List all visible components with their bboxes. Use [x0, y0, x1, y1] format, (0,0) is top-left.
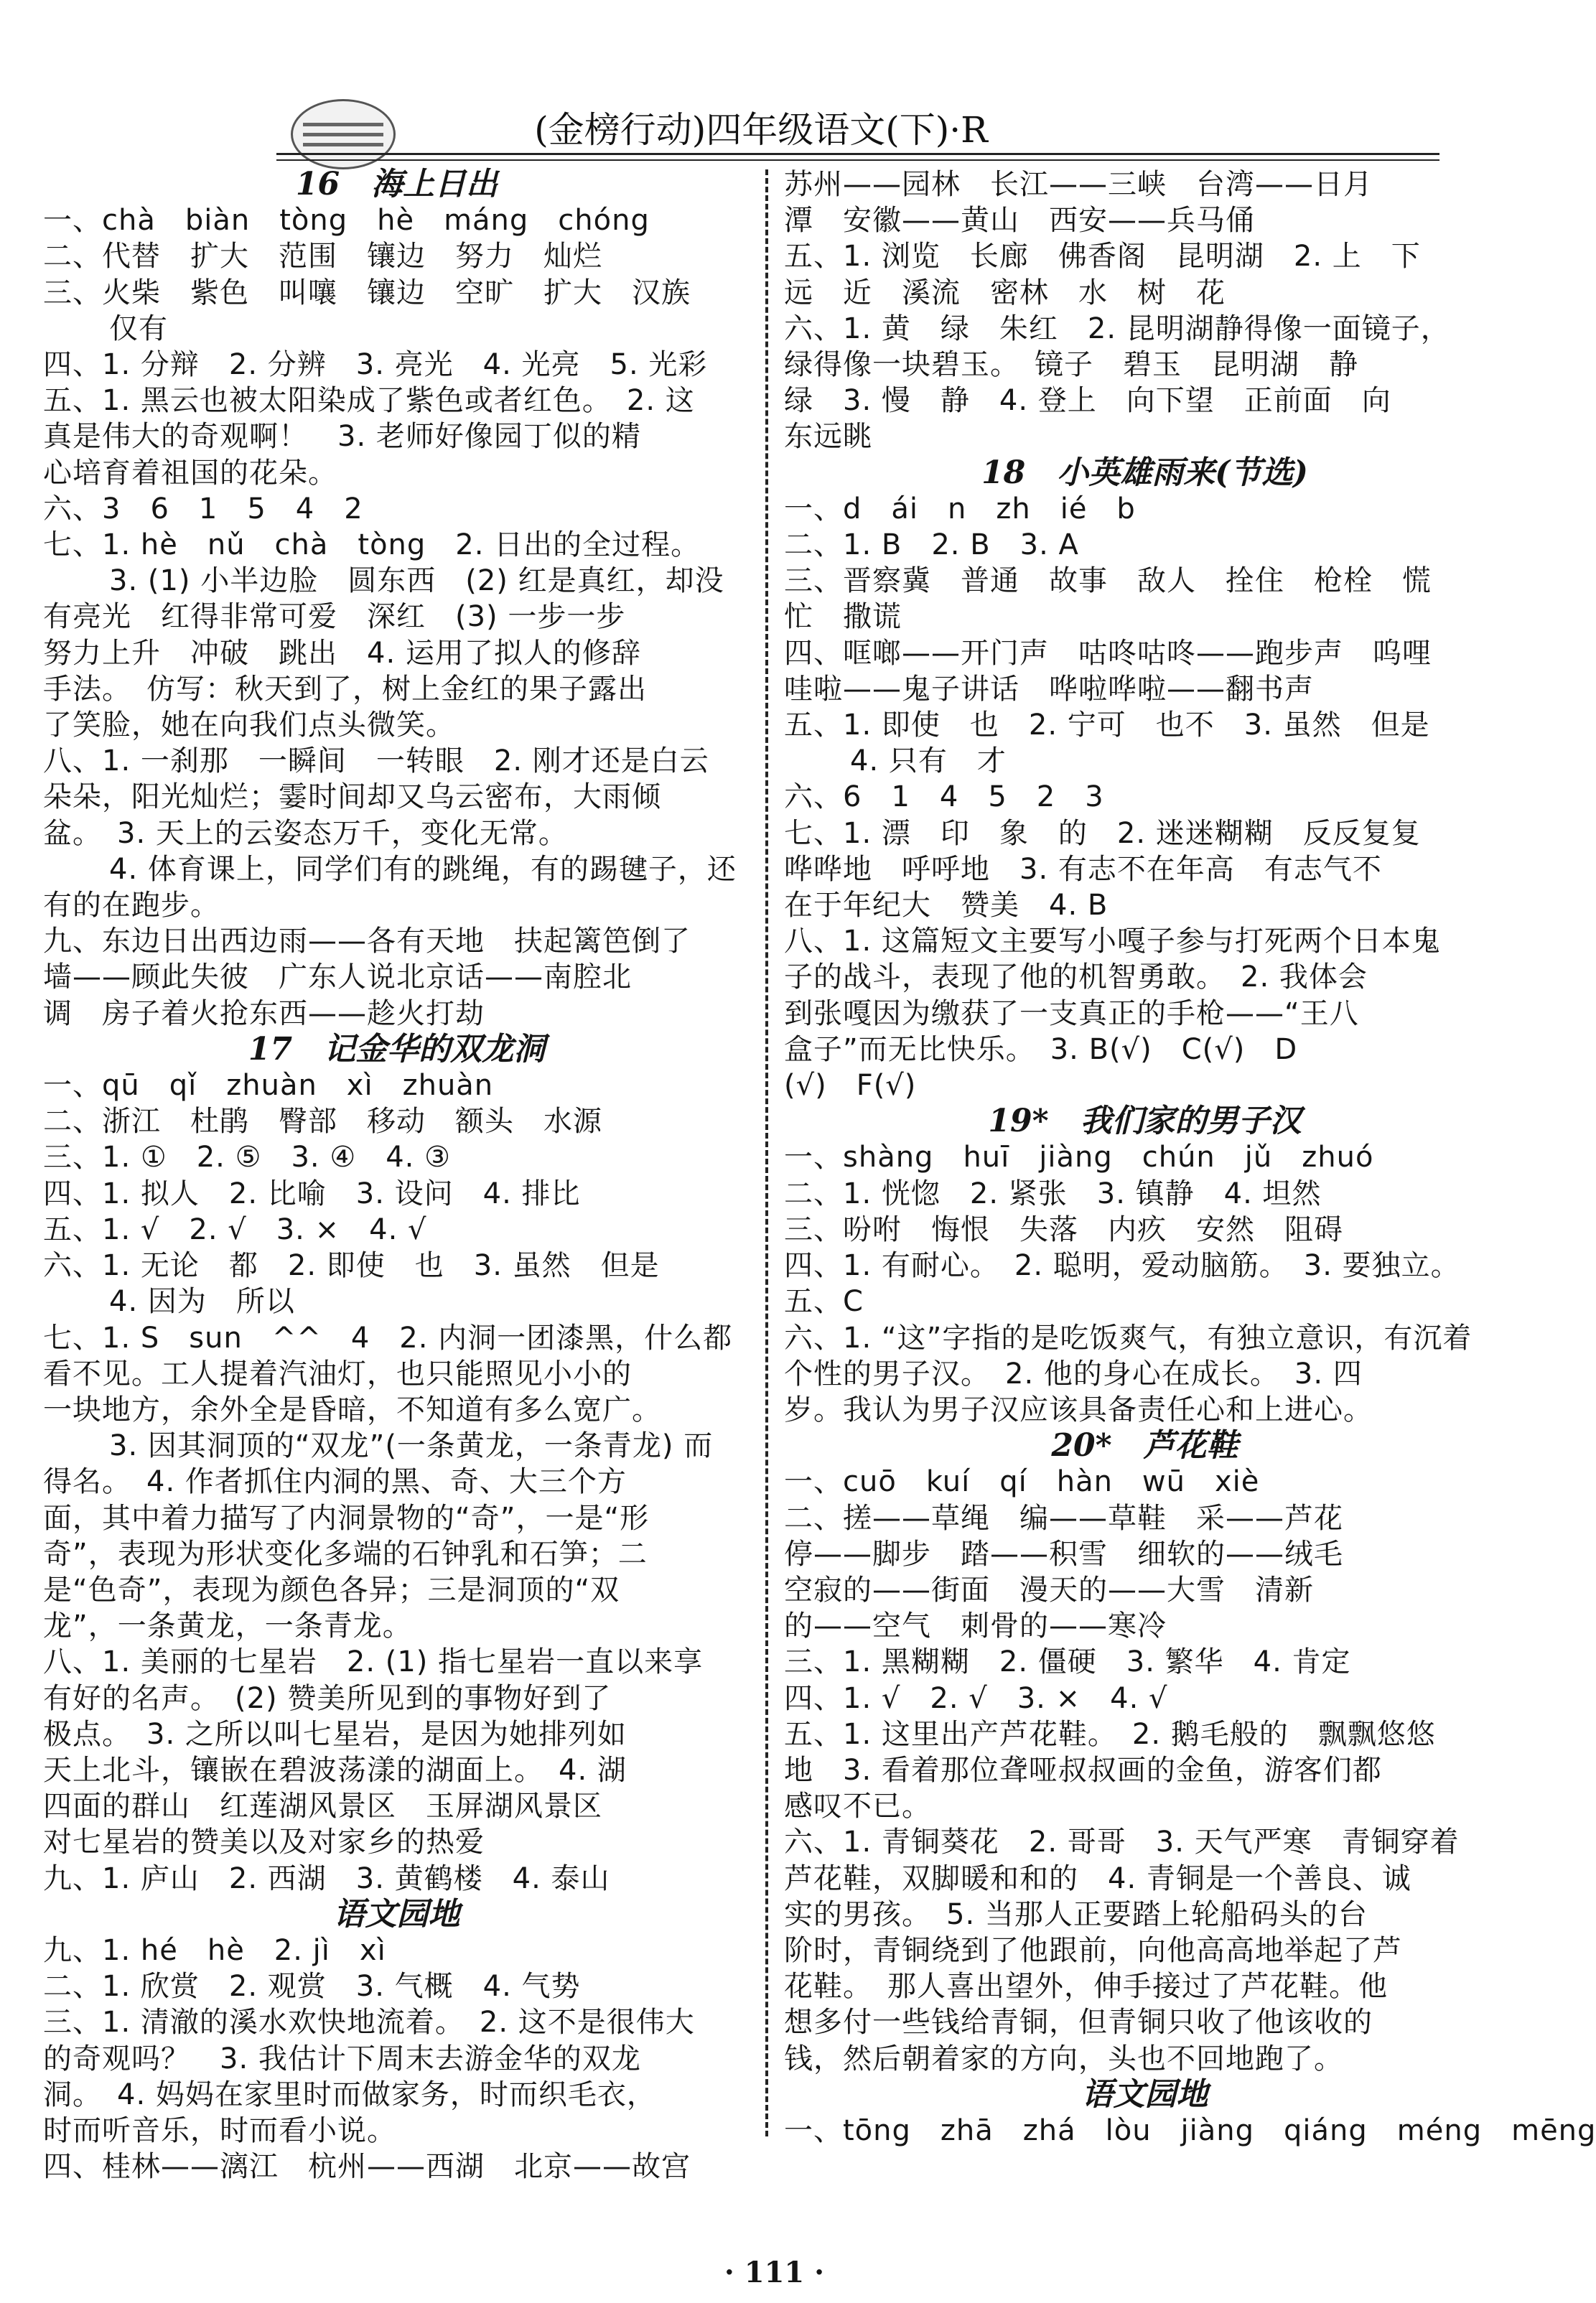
right-column: [784, 167, 1596, 2149]
answer-line: 哇啦——鬼子讲话 哗啦哗啦——翻书声: [784, 672, 1314, 706]
answer-line: 五、1. 即使 也 2. 宁可 也不 3. 虽然 但是: [784, 709, 1430, 742]
answer-line: 是“色奇”，表现为颜色各异；三是洞顶的“双: [43, 1573, 620, 1607]
answer-line: 盒子”而无比快乐。 3. B(√) C(√) D: [784, 1032, 1298, 1066]
answer-line: 三、1. ① 2. ⑤ 3. ④ 4. ③: [43, 1141, 451, 1174]
answer-line: 二、1. 恍惚 2. 紧张 3. 镇静 4. 坦然: [784, 1177, 1322, 1210]
page-number: · 111 ·: [724, 2256, 825, 2289]
answer-line: 手法。 仿写：秋天到了，树上金红的果子露出: [43, 672, 647, 706]
answer-line: 有亮光 红得非常可爱 深红 (3) 一步一步: [43, 600, 626, 634]
answer-line: 天上北斗，镶嵌在碧波荡漾的湖面上。 4. 湖: [43, 1753, 627, 1787]
answer-line: 六、3 6 1 5 4 2: [43, 492, 363, 525]
section-heading: 语文园地: [333, 1895, 460, 1933]
answer-line: 远 近 溪流 密林 水 树 花: [784, 276, 1226, 309]
answer-line: 阶时，青铜绕到了他跟前，向他高高地举起了芦: [784, 1933, 1402, 1967]
answer-line: 真是伟大的奇观啊！ 3. 老师好像园丁似的精: [43, 420, 641, 454]
answer-line: 一、d ái n zh ié b: [784, 492, 1136, 525]
answer-line: 五、1. 这里出产芦花鞋。 2. 鹅毛般的 飘飘悠悠: [784, 1717, 1436, 1751]
answer-line: 八、1. 一刹那 一瞬间 一转眼 2. 刚才还是白云: [43, 744, 709, 778]
answer-line: 钱，然后朝着家的方向，头也不回地跑了。: [784, 2042, 1343, 2075]
answer-line: 努力上升 冲破 跳出 4. 运用了拟人的修辞: [43, 636, 641, 670]
answer-line: 实的男孩。 5. 当那人正要踏上轮船码头的台: [784, 1897, 1368, 1931]
answer-line: 空寂的——街面 漫天的——大雪 清新: [784, 1573, 1314, 1607]
header-rule-thin: [276, 159, 1439, 161]
section-heading: 19* 我们家的男子汉: [988, 1103, 1302, 1140]
answer-line: 子的战斗，表现了他的机智勇敢。 2. 我体会: [784, 961, 1368, 994]
answer-line: 二、浙江 杜鹃 臀部 移动 额头 水源: [43, 1105, 602, 1139]
answer-line: 一、tōng zhā zhá lòu jiàng qiáng méng mēng: [784, 2113, 1596, 2147]
answer-line: 九、东边日出西边雨——各有天地 扶起篱笆倒了: [43, 925, 691, 958]
answer-line: 八、1. 这篇短文主要写小嘎子参与打死两个日本鬼: [784, 925, 1441, 958]
answer-line: 墙——顾此失彼 广东人说北京话——南腔北: [43, 961, 632, 994]
answer-line: 洞。 4. 妈妈在家里时而做家务，时而织毛衣，: [43, 2078, 656, 2111]
answer-line: 时而听音乐，时而看小说。: [43, 2113, 396, 2147]
answer-line: 二、代替 扩大 范围 镶边 努力 灿烂: [43, 240, 602, 274]
answer-line: 七、1. S sun ^^ 4 2. 内洞一团漆黑，什么都: [43, 1321, 733, 1355]
answer-line: 一、qū qǐ zhuàn xì zhuàn: [43, 1069, 494, 1103]
section-heading: 16 海上日出: [295, 166, 498, 202]
answer-line: 3. 因其洞顶的“双龙”(一条黄龙，一条青龙) 而: [109, 1429, 714, 1463]
answer-line: 四、1. √ 2. √ 3. × 4. √: [784, 1681, 1168, 1715]
answer-line: 四、哐啷——开门声 咕咚咕咚——跑步声 呜哩: [784, 636, 1432, 670]
answer-line: 八、1. 美丽的七星岩 2. (1) 指七星岩一直以来享: [43, 1645, 704, 1679]
answer-line: 三、晋察冀 普通 故事 敌人 拴住 枪栓 慌: [784, 564, 1432, 598]
answer-line: 三、吩咐 悔恨 失落 内疚 安然 阻碍: [784, 1213, 1343, 1246]
answer-line: 停——脚步 踏——积雪 细软的——绒毛: [784, 1537, 1343, 1571]
answer-line: 七、1. hè nǔ chà tòng 2. 日出的全过程。: [43, 528, 701, 562]
answer-line: 感叹不已。: [784, 1790, 931, 1823]
answer-line: 东远眺: [784, 420, 872, 454]
answer-line: 在于年纪大 赞美 4. B: [784, 889, 1109, 922]
column-divider: [765, 169, 768, 2136]
answer-line: 芦花鞋，双脚暖和和的 4. 青铜是一个善良、诚: [784, 1861, 1411, 1895]
answer-line: 对七星岩的赞美以及对家乡的热爱: [43, 1826, 485, 1859]
answer-line: 三、1. 黑糊糊 2. 僵硬 3. 繁华 4. 肯定: [784, 1645, 1351, 1679]
answer-line: 3. (1) 小半边脸 圆东西 (2) 红是真红，却没: [109, 564, 724, 598]
answer-line: 仅有: [109, 312, 168, 345]
answer-line: 四面的群山 红莲湖风景区 玉屏湖风景区: [43, 1790, 602, 1823]
answer-line: 想多付一些钱给青铜，但青铜只收了他该收的: [784, 2006, 1373, 2040]
section-heading: 18 小英雄雨来(节选): [981, 454, 1308, 491]
answer-line: 三、火柴 紫色 叫嚷 镶边 空旷 扩大 汉族: [43, 276, 691, 309]
answer-line: 盆。 3. 天上的云姿态万千，变化无常。: [43, 816, 568, 850]
logo-stripe: [303, 143, 383, 146]
section-heading: 20* 芦花鞋: [1051, 1427, 1238, 1465]
answer-line: 一块地方，余外全是昏暗，不知道有多么宽广。: [43, 1393, 661, 1426]
section-heading: 17 记金华的双龙洞: [248, 1030, 546, 1068]
answer-line: 了笑脸，她在向我们点头微笑。: [43, 709, 455, 742]
logo-stripe: [303, 123, 383, 126]
answer-line: 忙 撒谎: [784, 600, 902, 634]
answer-line: 二、1. B 2. B 3. A: [784, 528, 1079, 562]
answer-line: 六、1. 青铜葵花 2. 哥哥 3. 天气严寒 青铜穿着: [784, 1826, 1460, 1859]
answer-line: 九、1. 庐山 2. 西湖 3. 黄鹤楼 4. 泰山: [43, 1861, 610, 1895]
answer-line: 二、1. 欣赏 2. 观赏 3. 气概 4. 气势: [43, 1970, 581, 2004]
answer-line: 朵朵，阳光灿烂；霎时间却又乌云密布，大雨倾: [43, 780, 661, 814]
answer-line: 绿 3. 慢 静 4. 登上 向下望 正前面 向: [784, 384, 1391, 418]
answer-line: 的——空气 刺骨的——寒冷: [784, 1610, 1167, 1643]
answer-line: 地 3. 看着那位聋哑叔叔画的金鱼，游客们都: [784, 1753, 1382, 1787]
answer-line: 4. 因为 所以: [109, 1285, 295, 1319]
answer-line: 哗哗地 呼呼地 3. 有志不在年高 有志气不: [784, 852, 1382, 886]
answer-line: 个性的男子汉。 2. 他的身心在成长。 3. 四: [784, 1357, 1363, 1391]
answer-line: 四、1. 分辩 2. 分辨 3. 亮光 4. 光亮 5. 光彩: [43, 348, 708, 382]
answer-line: 四、桂林——漓江 杭州——西湖 北京——故宫: [43, 2150, 691, 2184]
answer-line: 奇”，表现为形状变化多端的石钟乳和石笋；二: [43, 1537, 648, 1571]
answer-line: 五、1. √ 2. √ 3. × 4. √: [43, 1213, 427, 1246]
answer-line: 五、1. 黑云也被太阳染成了紫色或者红色。 2. 这: [43, 384, 695, 418]
answer-line: 4. 只有 才: [850, 744, 1007, 778]
answer-line: 花鞋。 那人喜出望外，伸手接过了芦花鞋。他: [784, 1970, 1388, 2004]
answer-line: 潭 安徽——黄山 西安——兵马俑: [784, 204, 1255, 238]
answer-line: 五、1. 浏览 长廊 佛香阁 昆明湖 2. 上 下: [784, 240, 1421, 274]
answer-line: 得名。 4. 作者抓住内洞的黑、奇、大三个方: [43, 1465, 627, 1499]
answer-line: 看不见。工人提着汽油灯，也只能照见小小的: [43, 1357, 632, 1391]
answer-line: 岁。我认为男子汉应该具备责任心和上进心。: [784, 1393, 1373, 1426]
answer-line: 四、1. 拟人 2. 比喻 3. 设问 4. 排比: [43, 1177, 581, 1210]
header-title: (金榜行动)四年级语文(下)·R: [534, 109, 988, 151]
logo-stripe: [303, 133, 383, 136]
answer-line: 六、1. 无论 都 2. 即使 也 3. 虽然 但是: [43, 1249, 660, 1283]
answer-line: 七、1. 漂 印 象 的 2. 迷迷糊糊 反反复复: [784, 816, 1421, 850]
answer-line: 面，其中着力描写了内洞景物的“奇”，一是“形: [43, 1501, 650, 1535]
answer-line: 五、C: [784, 1285, 864, 1319]
answer-line: 的奇观吗？ 3. 我估计下周末去游金华的双龙: [43, 2042, 641, 2075]
answer-line: 苏州——园林 长江——三峡 台湾——日月: [784, 168, 1373, 201]
answer-line: 有好的名声。 (2) 赞美所见到的事物好到了: [43, 1681, 612, 1715]
answer-line: 有的在跑步。: [43, 889, 220, 922]
answer-line: 一、cuō kuí qí hàn wū xiè: [784, 1465, 1260, 1499]
answer-line: 绿得像一块碧玉。 镜子 碧玉 昆明湖 静: [784, 348, 1358, 382]
answer-line: (√) F(√): [784, 1069, 917, 1103]
answer-line: 4. 体育课上，同学们有的跳绳，有的踢毽子，还: [109, 852, 737, 886]
answer-line: 龙”，一条黄龙，一条青龙。: [43, 1610, 412, 1643]
answer-line: 四、1. 有耐心。 2. 聪明，爱动脑筋。 3. 要独立。: [784, 1249, 1460, 1283]
answer-line: 二、搓——草绳 编——草鞋 采——芦花: [784, 1501, 1343, 1535]
answer-line: 心培育着祖国的花朵。: [43, 456, 337, 490]
header-rule: [276, 153, 1439, 155]
answer-line: 六、1. 黄 绿 朱红 2. 昆明湖静得像一面镜子，: [784, 312, 1450, 345]
answer-line: 一、chà biàn tòng hè máng chóng: [43, 204, 650, 238]
answer-line: 调 房子着火抢东西——趁火打劫: [43, 996, 485, 1030]
answer-line: 三、1. 清澈的溪水欢快地流着。 2. 这不是很伟大: [43, 2006, 695, 2040]
answer-line: 一、shàng huī jiàng chún jǔ zhuó: [784, 1141, 1374, 1174]
answer-line: 到张嘎因为缴获了一支真正的手枪——“王八: [784, 996, 1359, 1030]
answer-line: 六、1. “这”字指的是吃饭爽气，有独立意识，有沉着: [784, 1321, 1473, 1355]
left-column: [43, 167, 750, 2185]
section-heading: 语文园地: [1081, 2075, 1208, 2113]
answer-line: 极点。 3. 之所以叫七星岩，是因为她排列如: [43, 1717, 627, 1751]
answer-line: 九、1. hé hè 2. jì xì: [43, 1933, 386, 1967]
answer-line: 六、6 1 4 5 2 3: [784, 780, 1104, 814]
